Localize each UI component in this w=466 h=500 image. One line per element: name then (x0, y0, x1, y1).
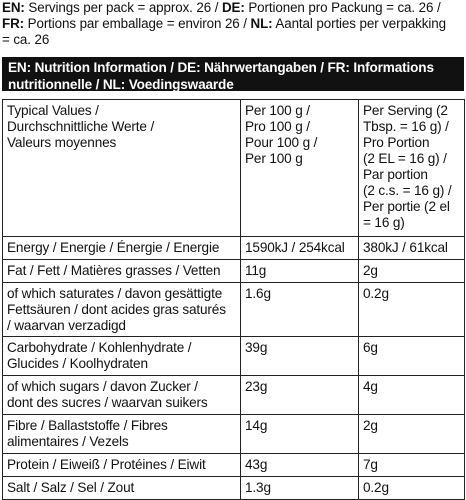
value-per-100g: 14g (241, 415, 359, 454)
table-header-row (3, 100, 465, 237)
header-per-serving-line: = 16 g) (363, 215, 405, 230)
servings-line-3: = ca. 26 (2, 32, 50, 47)
servings-en-text: Servings per pack = approx. 26 / (24, 0, 222, 15)
header-typical-values-line: Typical Values / (7, 103, 99, 118)
header-per-serving-line: Par portion (363, 167, 428, 182)
header-per-serving-line: Pro Portion (363, 135, 430, 150)
header-typical-values-line: Valeurs moyennes (7, 135, 117, 150)
table-row (3, 237, 465, 260)
nutrient-label (3, 415, 241, 454)
value-per-serving: 0.2g (359, 477, 465, 500)
nutrient-label (3, 283, 241, 337)
header-per-100g-line: Pro 100 g / (245, 119, 310, 134)
table-row (3, 477, 465, 500)
nutrient-label-line: Salt / Salz / Sel / Zout (7, 480, 135, 495)
header-per-100g-line: Per 100 g / (245, 103, 310, 118)
servings-de-text: Portionen pro Packung = ca. 26 / (244, 0, 441, 15)
nutrient-label-line: Protein / Eiweiß / Protéines / Eiwit (7, 457, 206, 472)
nutrient-label-line: Fettsäuren / dont acides gras saturés (7, 302, 226, 317)
servings-nl-text: Aantal porties per verpakking (272, 16, 446, 31)
nutrient-label-line: Glucides / Koolhydraten (7, 356, 148, 371)
value-per-serving: 2g (359, 415, 465, 454)
value-per-100g: 1.3g (241, 477, 359, 500)
header-typical-values-line: Durchschnittliche Werte / (7, 119, 155, 134)
nutrient-label-line: alimentaires / Vezels (7, 434, 129, 449)
nutrient-label-line: of which saturates / davon gesättigte (7, 286, 223, 301)
nutrient-label-line: / waarvan verzadigd (7, 318, 126, 333)
header-per-serving-line: (2 EL = 16 g) / (363, 151, 447, 166)
lang-label-de: DE: (221, 0, 245, 15)
header-per-serving-line: (2 c.s. = 16 g) / (363, 183, 452, 198)
value-per-100g: 11g (241, 260, 359, 283)
lang-label-en: EN: (2, 0, 25, 15)
header-per-serving-line: Per Serving (2 (363, 103, 448, 118)
table-row (3, 283, 465, 337)
table-row (3, 415, 465, 454)
header-per-100g (241, 100, 359, 237)
value-per-serving: 6g (359, 337, 465, 376)
value-per-100g: 1590kJ / 254kcal (241, 237, 359, 260)
nutrition-table-title (2, 57, 464, 91)
table-row (3, 376, 465, 415)
header-per-serving-line: Per portie (2 el (363, 199, 450, 214)
lang-label-fr: FR: (2, 16, 25, 31)
value-per-100g: 43g (241, 454, 359, 477)
header-per-serving (359, 100, 465, 237)
title-line-2: nutritionnelle / NL: Voedingswaarde (8, 77, 234, 92)
header-per-serving-line: Tbsp. = 16 g) / (363, 119, 449, 134)
nutrient-label (3, 454, 241, 477)
value-per-serving: 4g (359, 376, 465, 415)
nutrient-label (3, 337, 241, 376)
nutrient-label-line: Fibre / Ballaststoffe / Fibres (7, 418, 168, 433)
nutrient-label (3, 376, 241, 415)
nutrient-label (3, 237, 241, 260)
table-row (3, 260, 465, 283)
nutrient-label-line: dont des sucres / waarvan suikers (7, 395, 208, 410)
value-per-100g: 39g (241, 337, 359, 376)
table-row (3, 454, 465, 477)
header-per-100g-line: Per 100 g (245, 151, 303, 166)
value-per-serving: 7g (359, 454, 465, 477)
servings-line-1 (2, 0, 464, 16)
nutrient-label (3, 260, 241, 283)
title-line-1: EN: Nutrition Information / DE: Nährwertangaben / FR: Informations (8, 60, 434, 75)
lang-label-nl: NL: (250, 16, 273, 31)
servings-per-pack-text (2, 0, 464, 48)
servings-fr-text: Portions par emballage = environ 26 / (24, 16, 251, 31)
value-per-serving: 0.2g (359, 283, 465, 337)
header-per-100g-line: Pour 100 g / (245, 135, 318, 150)
nutrient-label-line: Fat / Fett / Matières grasses / Vetten (7, 263, 221, 278)
nutrient-label-line: of which sugars / davon Zucker / (7, 379, 198, 394)
servings-line-2 (2, 16, 464, 32)
header-typical-values (3, 100, 241, 237)
value-per-serving: 2g (359, 260, 465, 283)
nutrition-table (2, 57, 464, 500)
nutrient-label (3, 477, 241, 500)
value-per-100g: 23g (241, 376, 359, 415)
value-per-serving: 380kJ / 61kcal (359, 237, 465, 260)
table-row (3, 337, 465, 376)
nutrition-grid (2, 91, 465, 500)
nutrient-label-line: Carbohydrate / Kohlenhydrate / (7, 340, 192, 355)
nutrient-label-line: Energy / Energie / Énergie / Energie (7, 240, 220, 255)
value-per-100g: 1.6g (241, 283, 359, 337)
